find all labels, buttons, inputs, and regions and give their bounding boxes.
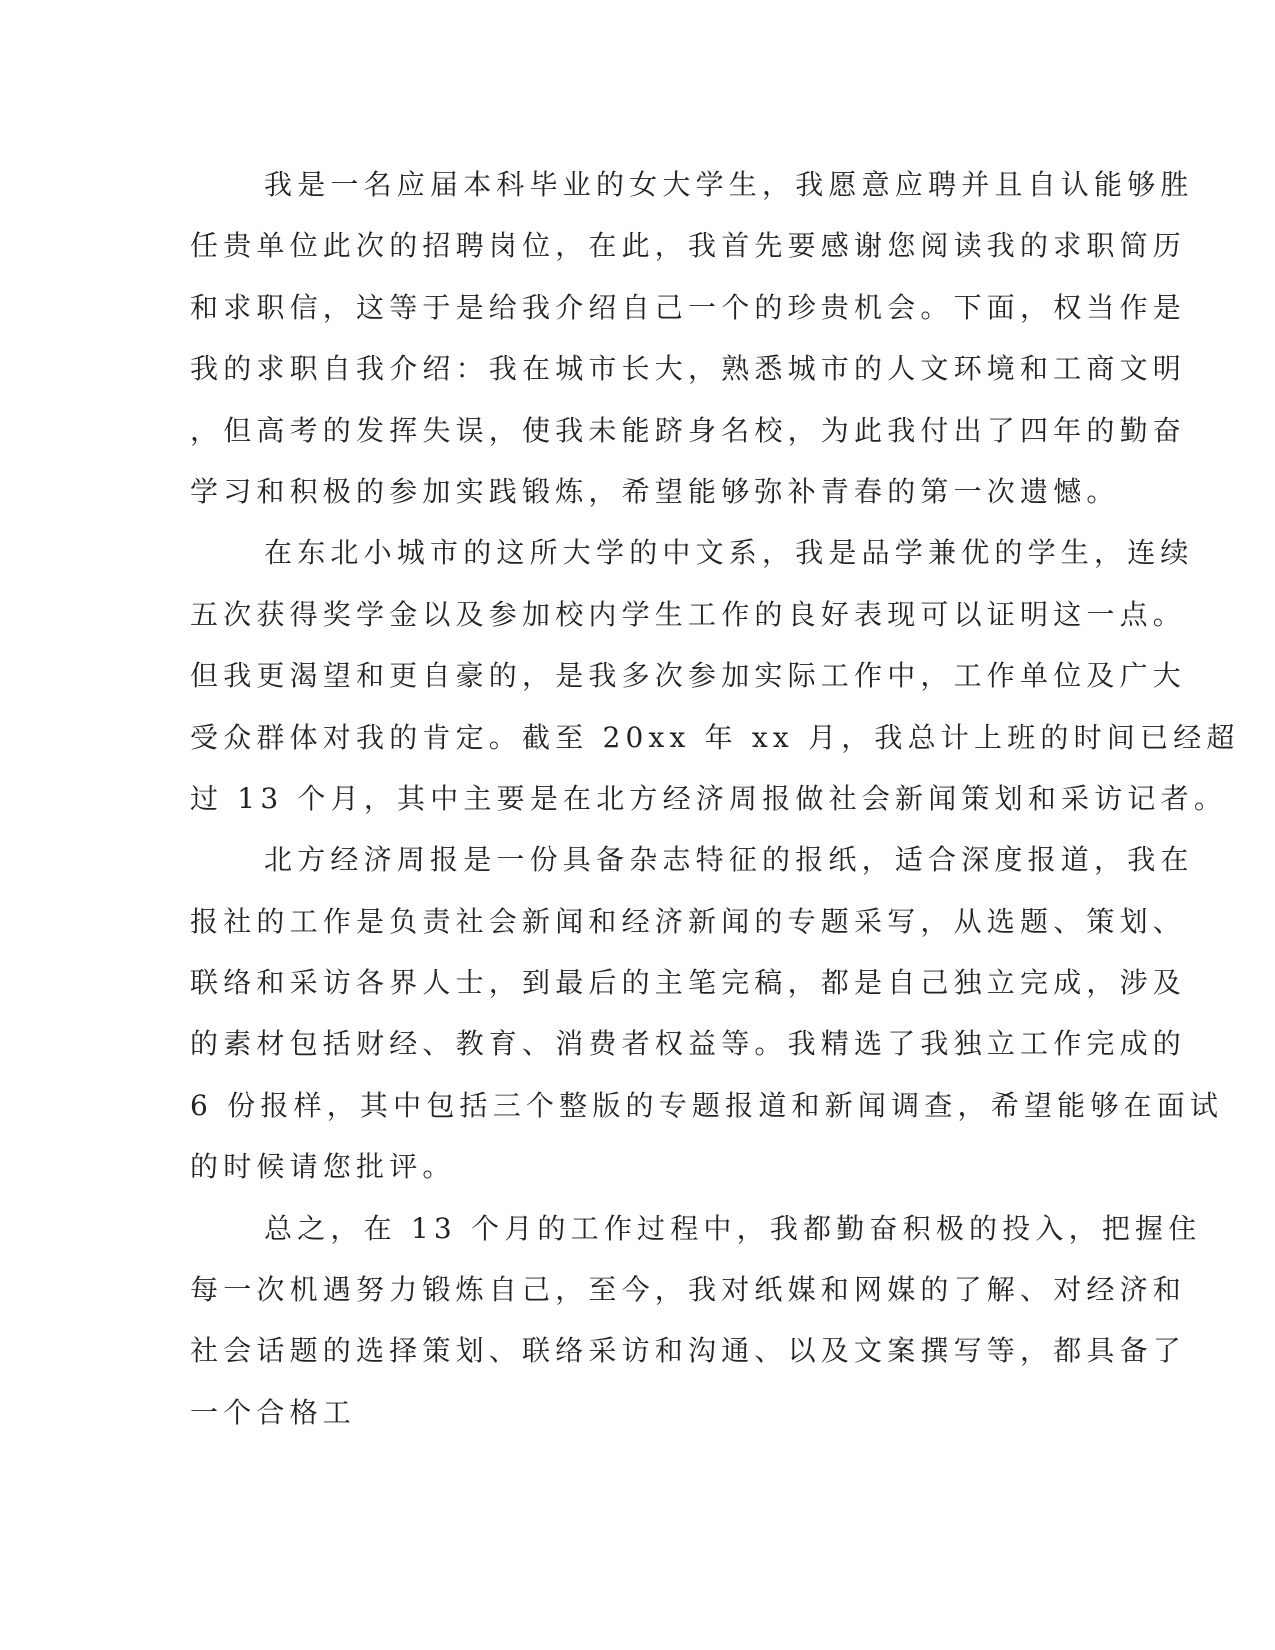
text-line: 社会话题的选择策划、联络采访和沟通、以及文案撰写等，都具备了 <box>190 1334 1187 1368</box>
text-line: 一个合格工 <box>190 1395 357 1429</box>
text-line: 五次获得奖学金以及参加校内学生工作的良好表现可以证明这一点。 <box>190 597 1187 631</box>
text-line: 过 13 个月，其中主要是在北方经济周报做社会新闻策划和采访记者。 <box>190 781 1228 815</box>
text-line: 在东北小城市的这所大学的中文系，我是品学兼优的学生，连续 <box>264 536 1194 570</box>
text-line: 受众群体对我的肯定。截至 20xx 年 xx 月，我总计上班的时间已经超 <box>190 720 1240 754</box>
text-line: 每一次机遇努力锻炼自己，至今，我对纸媒和网媒的了解、对经济和 <box>190 1273 1187 1307</box>
text-line: ，但高考的发挥失误，使我未能跻身名校，为此我付出了四年的勤奋 <box>190 413 1187 447</box>
text-line: 报社的工作是负责社会新闻和经济新闻的专题采写，从选题、策划、 <box>190 904 1187 938</box>
paragraph-3 <box>190 829 1224 1197</box>
text-line: 的素材包括财经、教育、消费者权益等。我精选了我独立工作完成的 <box>190 1027 1187 1061</box>
text-line: 任贵单位此次的招聘岗位，在此，我首先要感谢您阅读我的求职简历 <box>190 229 1187 263</box>
paragraph-4 <box>190 1198 1202 1444</box>
text-line: 我的求职自我介绍：我在城市长大，熟悉城市的人文环境和工商文明 <box>190 352 1187 386</box>
text-line: 6 份报样，其中包括三个整版的专题报道和新闻调查，希望能够在面试 <box>190 1088 1224 1122</box>
text-line: 的时候请您批评。 <box>190 1150 456 1184</box>
text-line: 我是一名应届本科毕业的女大学生，我愿意应聘并且自认能够胜 <box>264 168 1194 201</box>
text-line: 北方经济周报是一份具备杂志特征的报纸，适合深度报道，我在 <box>264 843 1194 877</box>
text-line: 和求职信，这等于是给我介绍自己一个的珍贵机会。下面，权当作是 <box>190 290 1187 324</box>
text-line: 联络和采访各界人士，到最后的主笔完稿，都是自己独立完成，涉及 <box>190 966 1187 1000</box>
paragraph-2 <box>190 522 1240 829</box>
text-line: 但我更渴望和更自豪的，是我多次参加实际工作中，工作单位及广大 <box>190 659 1187 693</box>
text-line: 总之，在 13 个月的工作过程中，我都勤奋积极的投入，把握住 <box>264 1211 1202 1245</box>
text-line: 学习和积极的参加实践锻炼，希望能够弥补青春的第一次遗憾。 <box>190 474 1120 508</box>
paragraph-1 <box>190 154 1194 522</box>
document-body <box>190 154 1240 1443</box>
